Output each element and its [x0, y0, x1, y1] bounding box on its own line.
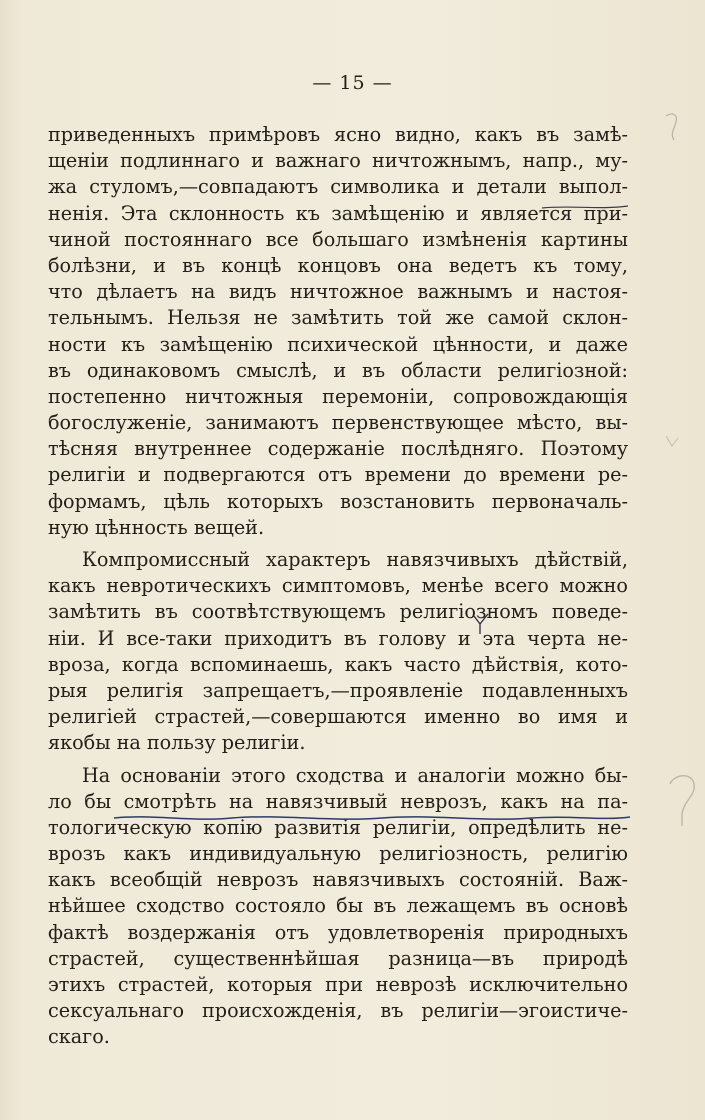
paragraph-1 — [48, 122, 628, 541]
text-line: какъ всеобщій неврозъ навязчивыхъ состояній. Важ- — [48, 868, 628, 892]
text-line: религіей страстей,—совершаются именно во имя и — [48, 705, 628, 729]
text-line: какъ невротическихъ симптомовъ, менѣе всего можно — [48, 574, 628, 598]
text-line: ніи. И все-таки приходитъ въ голову и эта черта не- — [48, 626, 628, 650]
text-line: тѣсняя внутреннее содержаніе послѣдняго. Поэтому — [48, 437, 628, 461]
text-line: рыя религія запрещаетъ,—проявленіе подавленныхъ — [48, 678, 628, 702]
text-line: въ одинаковомъ смыслѣ, и въ области религіозной: — [48, 358, 628, 382]
text-line: тельнымъ. Нельзя не замѣтить той же самой склон- — [48, 306, 628, 330]
text-line: врозъ какъ индивидуальную религіозность, религію — [48, 842, 628, 866]
text-line: постепенно ничтожныя перемоніи, сопровождающія — [48, 384, 628, 408]
text-line: приведенныхъ примѣровъ ясно видно, какъ въ замѣ- — [48, 123, 628, 146]
paragraph-3 — [48, 763, 628, 1051]
text-line: На основаніи этого сходства и аналогіи можно бы- — [82, 763, 628, 787]
text-line: что дѣлаетъ на видъ ничтожное важнымъ и настоя- — [48, 280, 628, 304]
text-line: замѣтить въ соотвѣтствующемъ религіозномъ поведе- — [48, 600, 628, 624]
text-line: ло бы смотрѣть на навязчивый неврозъ, какъ на па- — [48, 789, 628, 813]
pencil-margin-question-mark — [662, 770, 702, 840]
text-line: сексуальнаго происхожденія, въ религіи—эгоистиче- — [48, 999, 628, 1023]
text-line: ную цѣнность вещей. — [48, 515, 265, 539]
text-line: страстей, существеннѣйшая разница—въ природѣ — [48, 946, 628, 970]
text-line: ненія. Эта склонность къ замѣщенію и является при- — [48, 201, 628, 225]
pencil-margin-mark-top — [660, 108, 690, 148]
body-text — [48, 122, 628, 1051]
pencil-margin-tick — [662, 432, 682, 454]
paragraph-2 — [48, 547, 628, 757]
text-line: якобы на пользу религіи. — [48, 731, 306, 755]
text-line: Компромиссный характеръ навязчивыхъ дѣйствій, — [82, 548, 628, 571]
text-line: религіи и подвергаются отъ времени до времени ре- — [48, 463, 628, 487]
text-line: скаго. — [48, 1025, 110, 1049]
text-line: фактѣ воздержанія отъ удовлетворенія природныхъ — [48, 920, 628, 944]
text-line: тологическую копію развитія религіи, опредѣлить не- — [48, 815, 628, 839]
page-number: — 15 — — [312, 72, 393, 94]
text-line: формамъ, цѣль которыхъ возстановить первоначаль- — [48, 489, 628, 513]
text-line: вроза, когда вспоминаешь, какъ часто дѣйствія, кото- — [48, 652, 628, 676]
text-line: болѣзни, и въ концѣ концовъ она ведетъ къ тому, — [48, 253, 628, 277]
text-line: щеніи подлиннаго и важнаго ничтожнымъ, напр., му- — [48, 149, 628, 173]
text-line: ности къ замѣщенію психической цѣнности, и даже — [48, 332, 628, 356]
text-line: нѣйшее сходство состояло бы въ лежащемъ въ основѣ — [48, 894, 628, 918]
text-line: чиной постояннаго все большаго измѣненія картины — [48, 227, 628, 251]
text-line: жа стуломъ,—совпадаютъ символика и детали выпол- — [48, 175, 628, 199]
text-line: богослуженіе, занимаютъ первенствующее мѣсто, вы- — [48, 411, 628, 435]
text-line: этихъ страстей, которыя при неврозѣ исключительно — [48, 973, 628, 996]
